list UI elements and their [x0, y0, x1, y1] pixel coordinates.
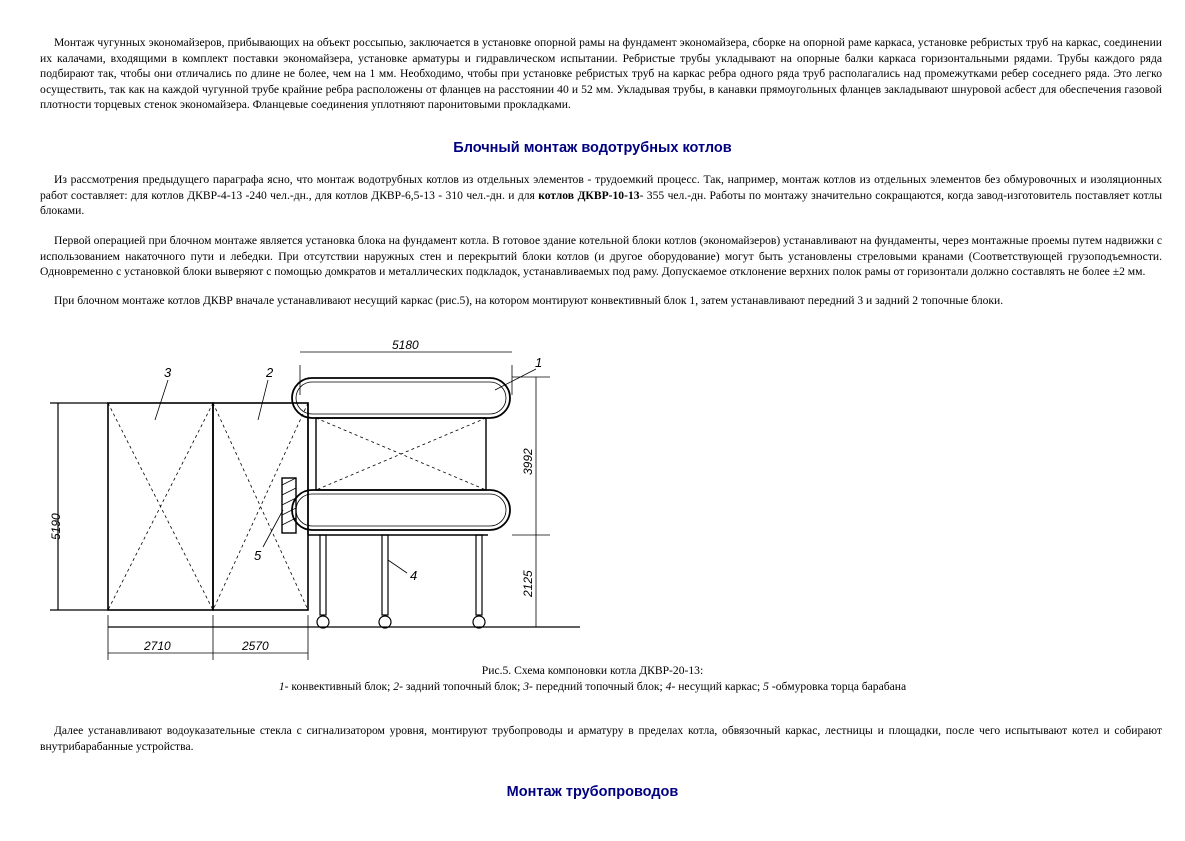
legend-text-5: -обмуровка торца барабана — [768, 680, 907, 693]
paragraph-labor-end: - 355 чел.-дн. Работы по монтажу значительно сокращаются, когда завод-изготовитель поставляет котлы блоками. — [40, 188, 1162, 217]
support-frame — [317, 535, 485, 628]
heading-pipeline-mounting: Монтаж трубопроводов — [506, 784, 679, 800]
drum-end-lining — [282, 478, 296, 533]
dimension-right — [488, 377, 550, 627]
heading-block-mounting: Блочный монтаж водотрубных котлов — [453, 140, 732, 156]
dimension-bottom — [108, 615, 308, 660]
paragraph-economizer: Монтаж чугунных экономайзеров, прибывающих на объект россыпью, заключается в установке опорной рамы на фундамент экономайзера, сборке на опорной раме каркаса, установке ребристых труб на каркас, соединении их калачами, входящими в комплект поставки экономайзера, установке арматуры и гидравлическом испытании. Ребристые трубы укладывают на опорные балки каркаса горизонтальными рядами. Трубы каждого ряда подбирают так, чтобы они отличались по длине не более, чем на 1 мм. Необходимо, чтобы при установке ребристых труб на каркас ребра одного ряда труб располагались над промежутками ребер соседнего ряда. Это легко осуществить, так как на каждой чугунной трубе крайние ребра расположены от фланцев на расстоянии 40 и 52 мм. Укладывая трубы, в канавки прямоугольных фланцев закладывают шнуровой асбест для обеспечения газовой плотности торцевых стенок экономайзера. Фланцевые соединения уплотняют паронитовыми прокладками. — [40, 36, 1162, 111]
figure-caption-title: Рис.5. Схема компоновки котла ДКВР-20-13: — [481, 664, 704, 677]
dim-right-lower-label: 2125 — [521, 570, 535, 597]
label-3: 3 — [164, 365, 172, 380]
label-4: 4 — [410, 568, 418, 583]
dim-left-label: 5190 — [49, 513, 63, 540]
paragraph-labor — [40, 172, 1162, 219]
dimension-left-height — [49, 403, 108, 610]
legend-text-2: - задний топочный блок; — [399, 680, 524, 693]
legend-num-3: 3 — [523, 680, 530, 693]
legend-num-5: 5 — [763, 680, 769, 693]
convective-block — [292, 338, 512, 535]
legend-text-4: - несущий каркас; — [671, 680, 764, 693]
rear-firebox-block — [213, 403, 308, 610]
dim-bottom-right-label: 2570 — [242, 639, 269, 653]
label-1: 1 — [535, 355, 543, 370]
paragraph-labor-start: Из рассмотрения предыдущего параграфа ясно, что монтаж водотрубных котлов из отдельных элементов - трудоемкий процесс. Так, например, монтаж котлов из отдельных элементов без обмуровочных и изоляционных работ составляет: для котлов ДКВР-4-13 -240 чел.-дн., для котлов ДКВР-6,5-13 - 310 чел.-дн. и для — [40, 173, 1162, 202]
legend-num-2: 2 — [393, 680, 400, 693]
paragraph-labor-bold: котлов ДКВР-10-13 — [538, 188, 640, 202]
legend-text-1: - конвективный блок; — [284, 680, 394, 693]
paragraph-next-steps: Далее устанавливают водоуказательные стекла с сигнализатором уровня, монтируют трубопроводы и арматуру в пределах котла, обвязочный каркас, лестницы и площадки, после чего испытывают котел и собирают внутрибарабанные устройства. — [40, 724, 1162, 753]
legend-num-4: 4 — [665, 680, 672, 693]
label-2: 2 — [266, 365, 274, 380]
label-5: 5 — [254, 548, 262, 563]
front-firebox-block — [108, 403, 213, 610]
dim-bottom-left-label: 2710 — [144, 639, 171, 653]
legend-num-1: 1 — [278, 680, 285, 693]
dim-right-upper-label: 3992 — [521, 448, 535, 475]
paragraph-dkvr-frame: При блочном монтаже котлов ДКВР вначале устанавливают несущий каркас (рис.5), на котором монтируют конвективный блок 1, затем устанавливают передний 3 и задний 2 топочные блоки. — [54, 294, 1004, 307]
paragraph-first-operation: Первой операцией при блочном монтаже является установка блока на фундамент котла. В готовое здание котельной блоки котлов (экономайзеров) устанавливают на фундаменты, через монтажные проемы путем надвижки с использованием накаточного пути и лебедки. При отсутствии наружных стен и перекрытий блоки котлов (и другое оборудование) могут быть установлены стреловыми кранами (Соответствующей грузоподъемности. Одновременно с установкой блоки выверяют с помощью домкратов и металлических подкладок, устанавливаемых под раму. Допускаемое отклонение верхних полок рамы от горизонтали должно составлять не более ±2 мм. — [40, 234, 1162, 278]
dim-top-label: 5180 — [392, 338, 419, 352]
boiler-layout-diagram — [40, 335, 620, 665]
figure-caption-legend — [0, 679, 1185, 694]
legend-text-3: - передний топочный блок; — [529, 680, 666, 693]
